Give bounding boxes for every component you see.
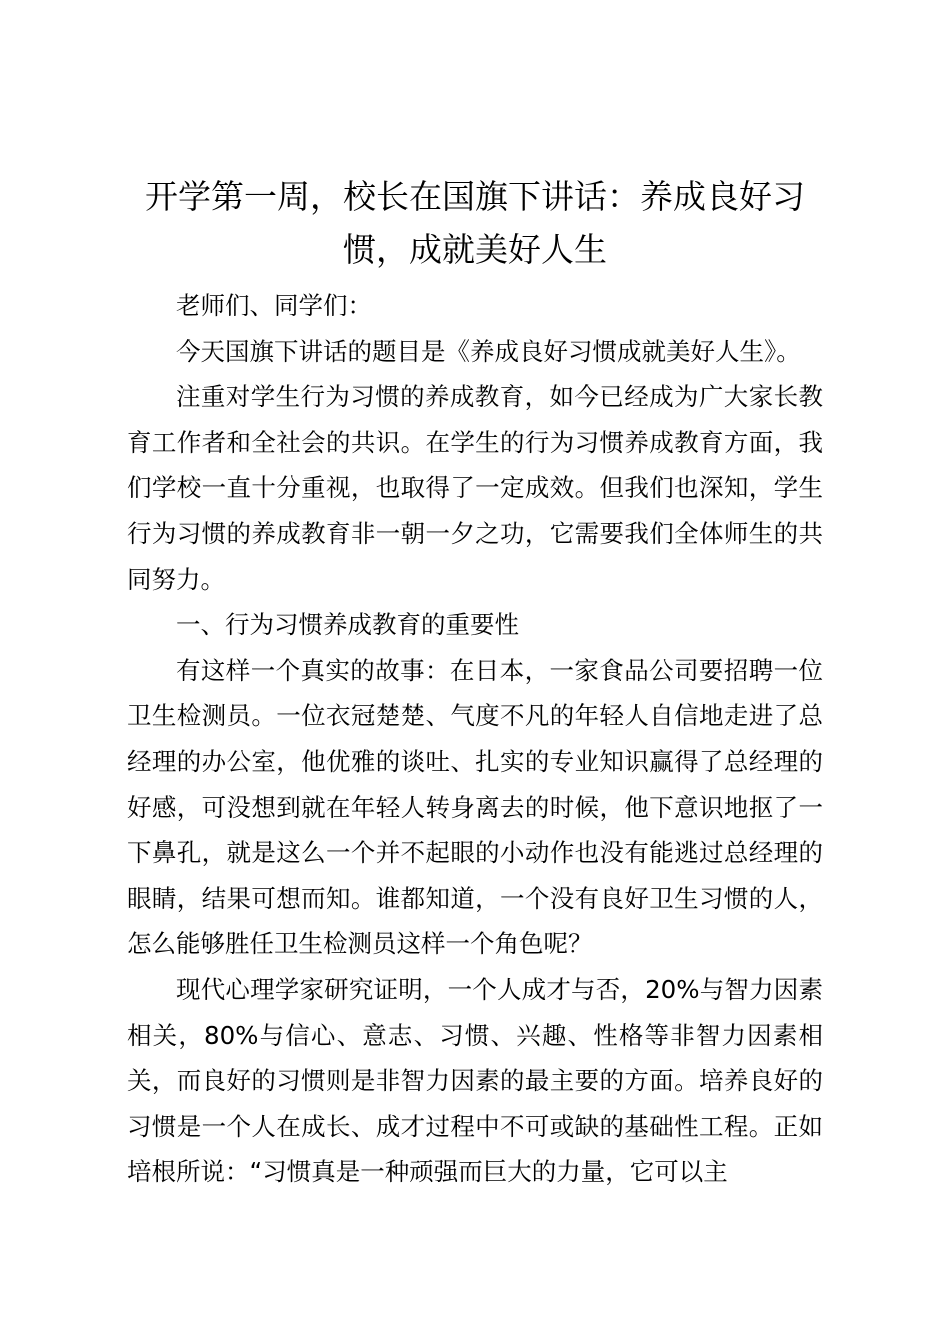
- document-body: [127, 283, 823, 1195]
- salutation-paragraph: 老师们、同学们：: [176, 291, 372, 320]
- section-heading: 一、行为习惯养成教育的重要性: [176, 610, 519, 640]
- topic-paragraph: 今天国旗下讲话的题目是《养成良好习惯成就美好人生》。: [176, 336, 801, 366]
- research-paragraph: 现代心理学家研究证明，一个人成才与否，20%与智力因素相关，80%与信心、意志、习惯、兴趣、性格等非智力因素相关，而良好的习惯则是非智力因素的最主要的方面。培养良好的习惯是一个人在成长、成才过程中不可或缺的基础性工程。正如培根所说：“习惯真是一种顽强而巨大的力量，它可以主: [127, 974, 823, 1187]
- story-paragraph: 有这样一个真实的故事：在日本，一家食品公司要招聘一位卫生检测员。一位衣冠楚楚、气度不凡的年轻人自信地走进了总经理的办公室，他优雅的谈吐、扎实的专业知识赢得了总经理的好感，可没想到就在年轻人转身离去的时候，他下意识地抠了一下鼻孔，就是这么一个并不起眼的小动作也没有能逃过总经理的眼睛，结果可想而知。谁都知道，一个没有良好卫生习惯的人，怎么能够胜任卫生检测员这样一个角色呢？: [127, 655, 823, 959]
- document-title: 开学第一周，校长在国旗下讲话：养成良好习惯，成就美好人生: [145, 177, 805, 269]
- intro-paragraph: 注重对学生行为习惯的养成教育，如今已经成为广大家长教育工作者和全社会的共识。在学生的行为习惯养成教育方面，我们学校一直十分重视，也取得了一定成效。但我们也深知，学生行为习惯的养成教育非一朝一夕之功，它需要我们全体师生的共同努力。: [127, 382, 823, 594]
